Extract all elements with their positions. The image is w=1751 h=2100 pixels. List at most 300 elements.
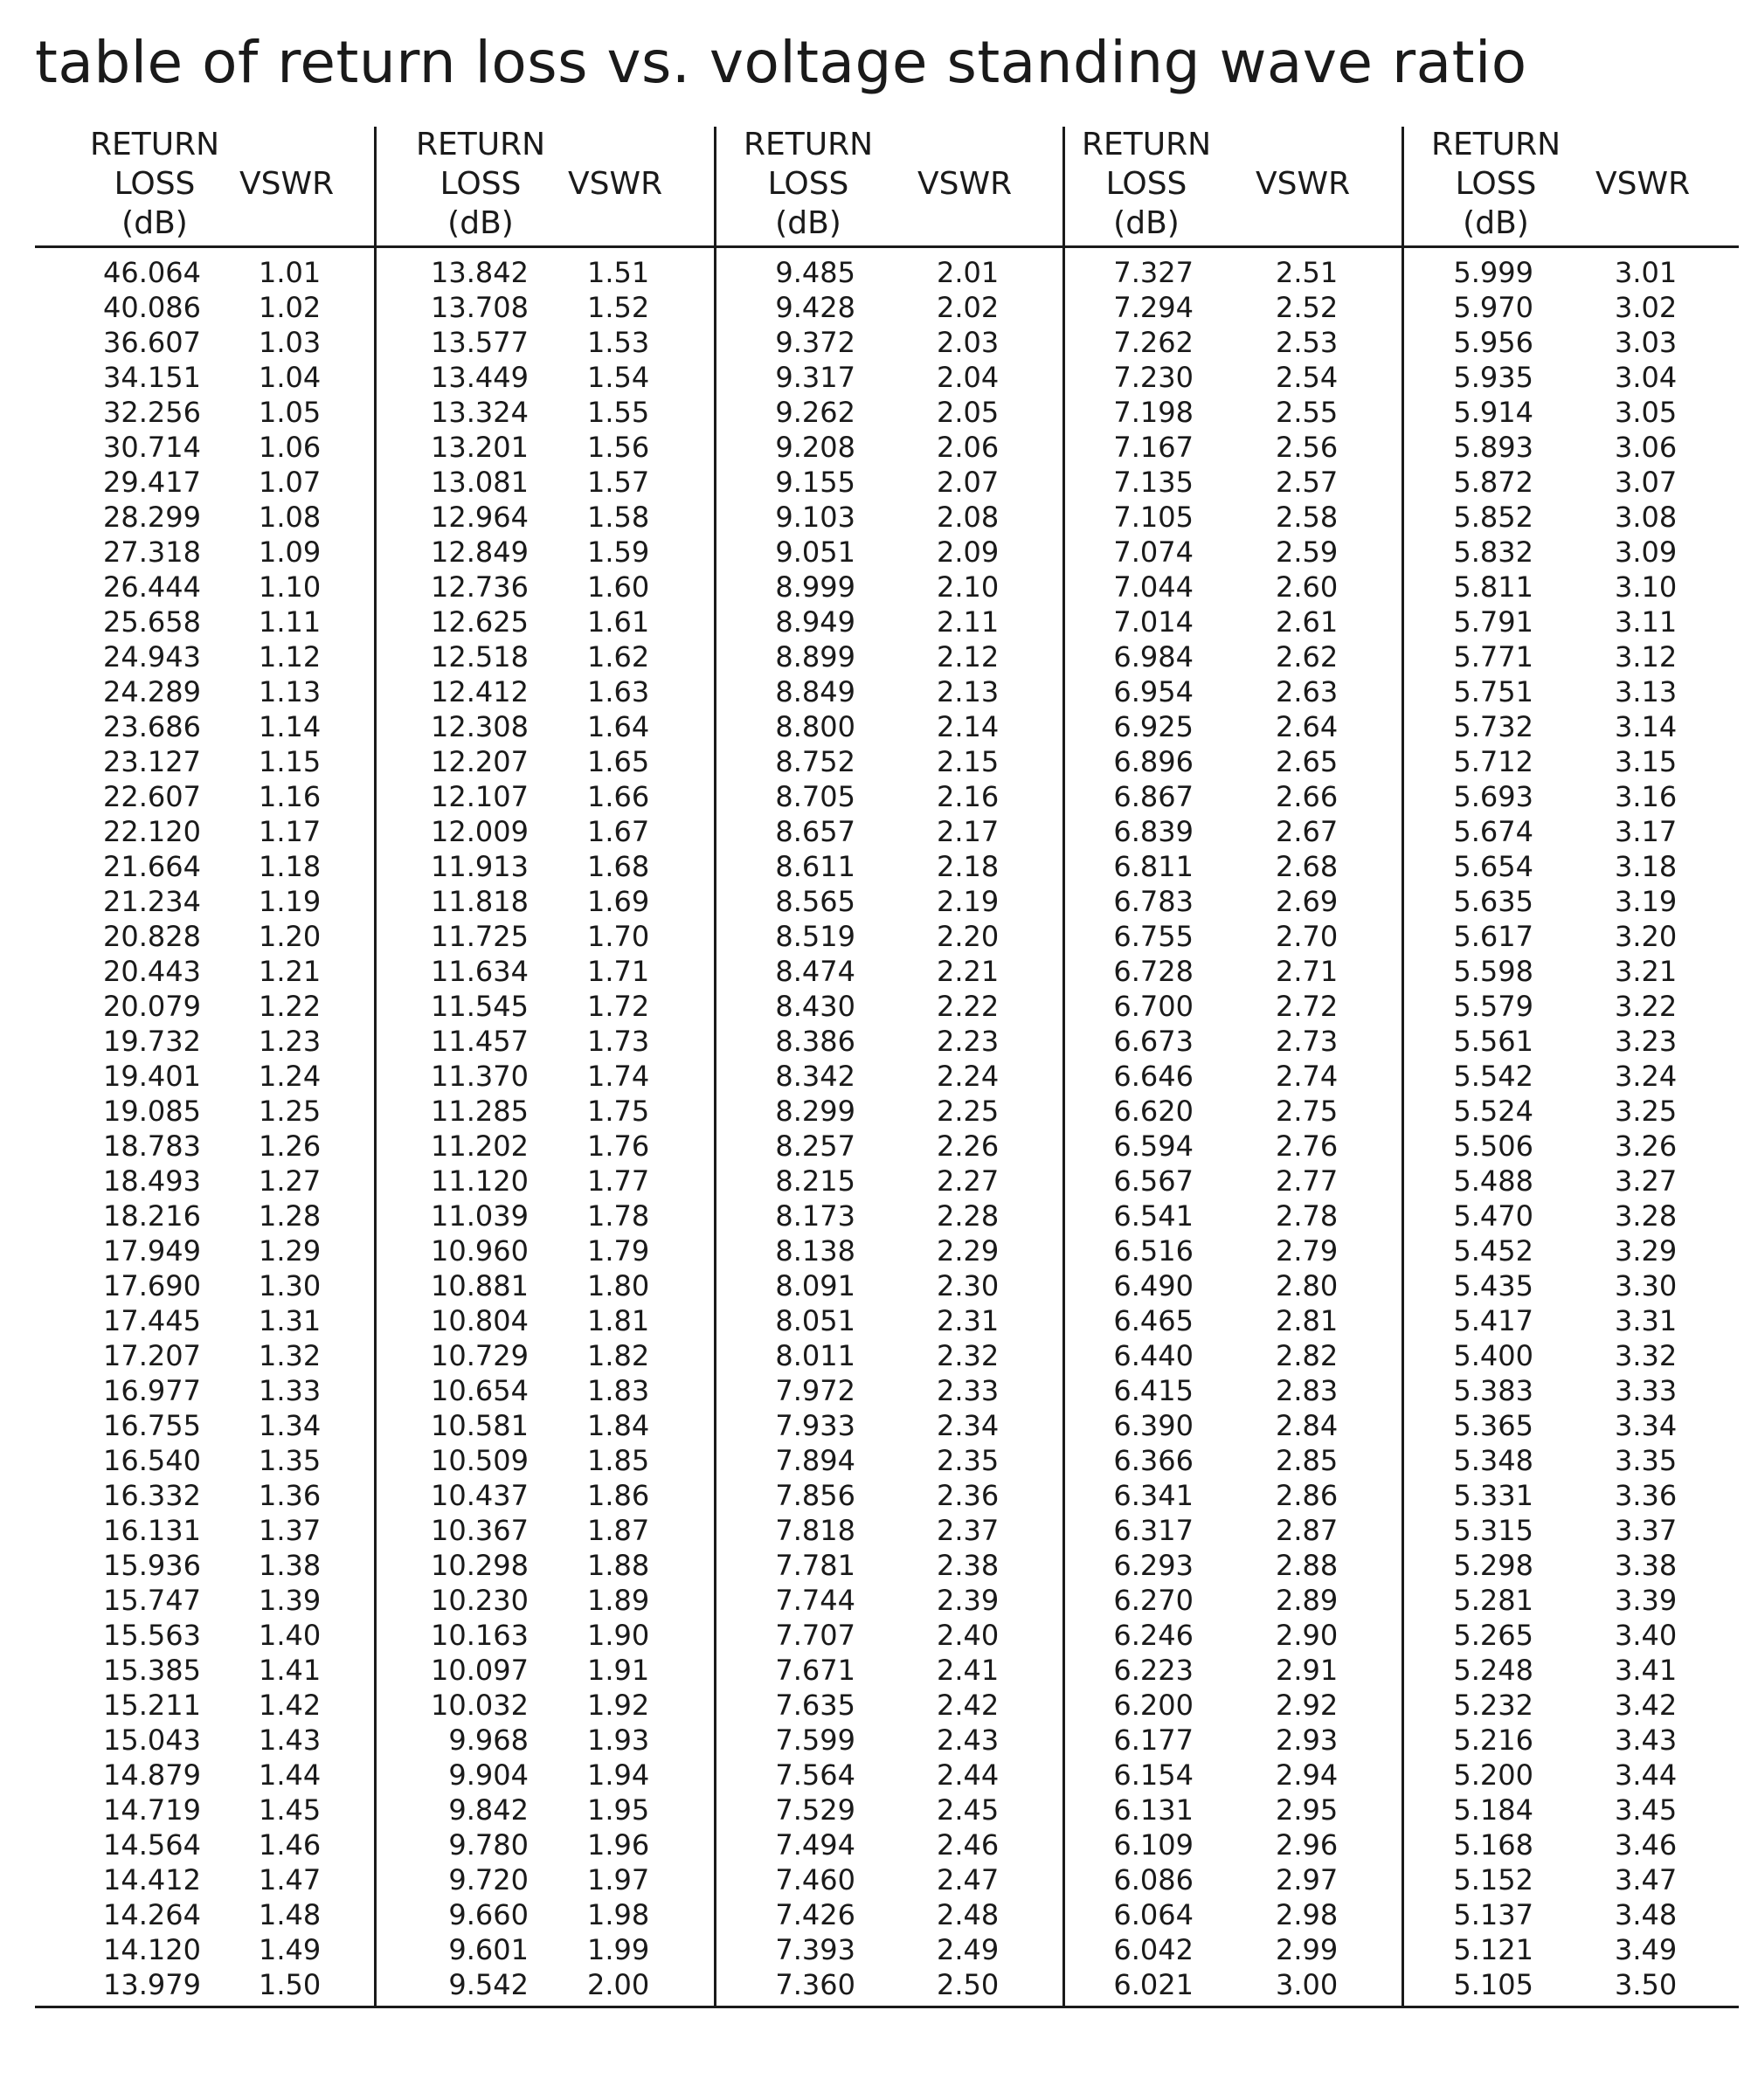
- return-loss-cell: 7.529: [775, 1793, 855, 1827]
- vswr-cell: 3.27: [1615, 1164, 1678, 1198]
- return-loss-cell: 5.654: [1453, 850, 1533, 883]
- return-loss-cell: 6.673: [1113, 1025, 1194, 1058]
- header-line-return: RETURN: [415, 127, 546, 162]
- return-loss-cell: 5.872: [1453, 466, 1533, 499]
- return-loss-cell: 19.732: [103, 1025, 201, 1058]
- header-line-loss: LOSS: [767, 166, 849, 202]
- return-loss-cell: 6.366: [1113, 1444, 1194, 1477]
- vswr-cell: 1.09: [259, 535, 322, 569]
- header-line-return: RETURN: [1430, 127, 1561, 162]
- return-loss-cell: 12.107: [431, 780, 529, 813]
- vswr-cell: 2.16: [937, 780, 1000, 813]
- vswr-cell: 2.07: [937, 466, 1000, 499]
- return-loss-cell: 5.791: [1453, 605, 1533, 639]
- vswr-cell: 2.22: [937, 990, 1000, 1023]
- return-loss-cell: 5.383: [1453, 1374, 1533, 1407]
- return-loss-cell: 6.246: [1113, 1619, 1194, 1652]
- return-loss-header: [1417, 125, 1575, 243]
- return-loss-cell: 12.964: [431, 501, 529, 534]
- vswr-cell: 1.56: [587, 431, 650, 464]
- vswr-cell: 1.85: [587, 1444, 650, 1477]
- return-loss-cell: 14.719: [103, 1793, 201, 1827]
- return-loss-cell: 24.943: [103, 640, 201, 674]
- vswr-cell: 1.18: [259, 850, 322, 883]
- vswr-cell: 2.76: [1276, 1129, 1339, 1163]
- vswr-cell: 3.12: [1615, 640, 1678, 674]
- vswr-cell: 3.49: [1615, 1933, 1678, 1966]
- return-loss-cell: 9.372: [775, 326, 855, 359]
- vswr-cell: 2.81: [1276, 1304, 1339, 1337]
- vswr-cell: 1.12: [259, 640, 322, 674]
- vswr-cell: 1.21: [259, 955, 322, 988]
- vswr-cell: 1.97: [587, 1863, 650, 1896]
- return-loss-cell: 10.032: [431, 1689, 529, 1722]
- vswr-cell: 3.23: [1615, 1025, 1678, 1058]
- return-loss-cell: 11.370: [431, 1060, 529, 1093]
- vswr-cell: 1.75: [587, 1095, 650, 1128]
- vswr-cell: 1.62: [587, 640, 650, 674]
- return-loss-cell: 10.230: [431, 1584, 529, 1617]
- return-loss-cell: 19.401: [103, 1060, 201, 1093]
- return-loss-cell: 5.152: [1453, 1863, 1533, 1896]
- return-loss-cell: 10.097: [431, 1654, 529, 1687]
- vswr-cell: 1.66: [587, 780, 650, 813]
- return-loss-cell: 5.852: [1453, 501, 1533, 534]
- return-loss-cell: 17.445: [103, 1304, 201, 1337]
- vswr-cell: 2.21: [937, 955, 1000, 988]
- vswr-cell: 2.64: [1276, 710, 1339, 743]
- vswr-cell: 2.88: [1276, 1549, 1339, 1582]
- return-loss-cell: 8.657: [775, 815, 855, 848]
- vswr-cell: 1.67: [587, 815, 650, 848]
- vswr-cell: 2.39: [937, 1584, 1000, 1617]
- return-loss-cell: 16.332: [103, 1479, 201, 1512]
- vswr-cell: 2.30: [937, 1269, 1000, 1302]
- return-loss-cell: 8.999: [775, 570, 855, 604]
- vswr-cell: 1.69: [587, 885, 650, 918]
- return-loss-cell: 10.881: [431, 1269, 529, 1302]
- return-loss-cell: 12.736: [431, 570, 529, 604]
- return-loss-cell: 6.415: [1113, 1374, 1194, 1407]
- return-loss-cell: 7.393: [775, 1933, 855, 1966]
- return-loss-cell: 32.256: [103, 396, 201, 429]
- vswr-cell: 3.17: [1615, 815, 1678, 848]
- return-loss-cell: 10.367: [431, 1514, 529, 1547]
- return-loss-cell: 6.646: [1113, 1060, 1194, 1093]
- vswr-cell: 3.21: [1615, 955, 1678, 988]
- return-loss-cell: 5.506: [1453, 1129, 1533, 1163]
- vswr-cell: 1.80: [587, 1269, 650, 1302]
- return-loss-cell: 8.474: [775, 955, 855, 988]
- vswr-cell: 2.68: [1276, 850, 1339, 883]
- vswr-cell: 1.39: [259, 1584, 322, 1617]
- vswr-cell: 2.97: [1276, 1863, 1339, 1896]
- vswr-cell: 2.71: [1276, 955, 1339, 988]
- header-line-db: (dB): [447, 205, 514, 241]
- vswr-cell: 1.16: [259, 780, 322, 813]
- return-loss-cell: 21.234: [103, 885, 201, 918]
- return-loss-cell: 7.426: [775, 1898, 855, 1931]
- return-loss-cell: 10.654: [431, 1374, 529, 1407]
- return-loss-cell: 6.594: [1113, 1129, 1194, 1163]
- header-line-return: RETURN: [1081, 127, 1212, 162]
- vswr-cell: 2.99: [1276, 1933, 1339, 1966]
- return-loss-cell: 5.365: [1453, 1409, 1533, 1442]
- vswr-cell: 2.69: [1276, 885, 1339, 918]
- vswr-cell: 2.59: [1276, 535, 1339, 569]
- return-loss-cell: 8.091: [775, 1269, 855, 1302]
- return-loss-cell: 5.561: [1453, 1025, 1533, 1058]
- return-loss-cell: 6.811: [1113, 850, 1194, 883]
- return-loss-cell: 12.308: [431, 710, 529, 743]
- vswr-cell: 1.87: [587, 1514, 650, 1547]
- return-loss-cell: 14.264: [103, 1898, 201, 1931]
- return-loss-cell: 7.494: [775, 1828, 855, 1862]
- vswr-cell: 3.05: [1615, 396, 1678, 429]
- return-loss-cell: 9.428: [775, 291, 855, 324]
- return-loss-cell: 14.564: [103, 1828, 201, 1862]
- vswr-cell: 2.75: [1276, 1095, 1339, 1128]
- vswr-cell: 1.17: [259, 815, 322, 848]
- return-loss-cell: 13.201: [431, 431, 529, 464]
- vswr-cell: 1.64: [587, 710, 650, 743]
- return-loss-cell: 5.281: [1453, 1584, 1533, 1617]
- vswr-cell: 3.10: [1615, 570, 1678, 604]
- return-loss-cell: 5.331: [1453, 1479, 1533, 1512]
- return-loss-cell: 9.542: [448, 1968, 529, 2001]
- vswr-cell: 1.13: [259, 675, 322, 708]
- vswr-cell: 1.93: [587, 1724, 650, 1757]
- return-loss-cell: 11.202: [431, 1129, 529, 1163]
- vswr-cell: 1.78: [587, 1199, 650, 1233]
- return-loss-cell: 6.131: [1113, 1793, 1194, 1827]
- vswr-cell: 3.42: [1615, 1689, 1678, 1722]
- return-loss-cell: 5.893: [1453, 431, 1533, 464]
- return-loss-cell: 5.579: [1453, 990, 1533, 1023]
- vswr-cell: 1.15: [259, 745, 322, 778]
- return-loss-cell: 16.131: [103, 1514, 201, 1547]
- vswr-cell: 1.35: [259, 1444, 322, 1477]
- vswr-cell: 2.42: [937, 1689, 1000, 1722]
- return-loss-cell: 9.601: [448, 1933, 529, 1966]
- return-loss-cell: 6.700: [1113, 990, 1194, 1023]
- vswr-cell: 3.16: [1615, 780, 1678, 813]
- vswr-cell: 2.77: [1276, 1164, 1339, 1198]
- vswr-cell: 1.48: [259, 1898, 322, 1931]
- vswr-cell: 1.68: [587, 850, 650, 883]
- return-loss-cell: 5.811: [1453, 570, 1533, 604]
- header-line-return: RETURN: [89, 127, 220, 162]
- vswr-cell: 2.08: [937, 501, 1000, 534]
- vswr-cell: 2.51: [1276, 256, 1339, 289]
- return-loss-cell: 20.828: [103, 920, 201, 953]
- vswr-cell: 2.90: [1276, 1619, 1339, 1652]
- vswr-cell: 3.20: [1615, 920, 1678, 953]
- return-loss-cell: 6.867: [1113, 780, 1194, 813]
- vswr-cell: 1.91: [587, 1654, 650, 1687]
- return-loss-cell: 22.120: [103, 815, 201, 848]
- vswr-cell: 1.90: [587, 1619, 650, 1652]
- vswr-cell: 2.52: [1276, 291, 1339, 324]
- return-loss-cell: 7.671: [775, 1654, 855, 1687]
- vswr-cell: 2.40: [937, 1619, 1000, 1652]
- return-loss-cell: 10.163: [431, 1619, 529, 1652]
- return-loss-cell: 13.979: [103, 1968, 201, 2001]
- vswr-cell: 1.02: [259, 291, 322, 324]
- vswr-cell: 1.52: [587, 291, 650, 324]
- return-loss-cell: 16.540: [103, 1444, 201, 1477]
- vswr-cell: 3.39: [1615, 1584, 1678, 1617]
- vswr-cell: 1.26: [259, 1129, 322, 1163]
- vswr-cell: 2.78: [1276, 1199, 1339, 1233]
- vswr-cell: 1.27: [259, 1164, 322, 1198]
- return-loss-cell: 17.207: [103, 1339, 201, 1372]
- return-loss-cell: 7.135: [1113, 466, 1194, 499]
- vswr-cell: 2.92: [1276, 1689, 1339, 1722]
- vswr-cell: 1.03: [259, 326, 322, 359]
- return-loss-cell: 7.818: [775, 1514, 855, 1547]
- vswr-cell: 2.82: [1276, 1339, 1339, 1372]
- vswr-cell: 3.45: [1615, 1793, 1678, 1827]
- vswr-cell: 1.71: [587, 955, 650, 988]
- return-loss-cell: 25.658: [103, 605, 201, 639]
- return-loss-cell: 15.936: [103, 1549, 201, 1582]
- return-loss-cell: 9.720: [448, 1863, 529, 1896]
- return-loss-cell: 8.051: [775, 1304, 855, 1337]
- return-loss-cell: 7.599: [775, 1724, 855, 1757]
- vswr-cell: 1.06: [259, 431, 322, 464]
- return-loss-cell: 5.524: [1453, 1095, 1533, 1128]
- vswr-cell: 1.84: [587, 1409, 650, 1442]
- vswr-cell: 1.65: [587, 745, 650, 778]
- vswr-cell: 1.22: [259, 990, 322, 1023]
- return-loss-cell: 9.317: [775, 361, 855, 394]
- vswr-cell: 2.19: [937, 885, 1000, 918]
- return-loss-cell: 5.400: [1453, 1339, 1533, 1372]
- return-loss-cell: 5.970: [1453, 291, 1533, 324]
- return-loss-cell: 7.105: [1113, 501, 1194, 534]
- return-loss-cell: 8.800: [775, 710, 855, 743]
- return-loss-cell: 6.440: [1113, 1339, 1194, 1372]
- return-loss-header: [730, 125, 887, 243]
- vswr-cell: 1.40: [259, 1619, 322, 1652]
- return-loss-cell: 5.488: [1453, 1164, 1533, 1198]
- return-loss-cell: 13.081: [431, 466, 529, 499]
- header-line-loss: LOSS: [114, 166, 196, 202]
- return-loss-cell: 6.200: [1113, 1689, 1194, 1722]
- vswr-cell: 2.27: [937, 1164, 1000, 1198]
- vswr-cell: 1.55: [587, 396, 650, 429]
- vswr-cell: 2.10: [937, 570, 1000, 604]
- vswr-cell: 2.17: [937, 815, 1000, 848]
- vswr-cell: 2.32: [937, 1339, 1000, 1372]
- vswr-cell: 2.38: [937, 1549, 1000, 1582]
- return-loss-cell: 7.294: [1113, 291, 1194, 324]
- return-loss-header: [76, 125, 233, 243]
- return-loss-cell: 28.299: [103, 501, 201, 534]
- vswr-cell: 2.66: [1276, 780, 1339, 813]
- return-loss-cell: 8.849: [775, 675, 855, 708]
- return-loss-cell: 10.729: [431, 1339, 529, 1372]
- vswr-cell: 1.81: [587, 1304, 650, 1337]
- return-loss-cell: 6.839: [1113, 815, 1194, 848]
- return-loss-cell: 8.173: [775, 1199, 855, 1233]
- vswr-cell: 1.28: [259, 1199, 322, 1233]
- vswr-cell: 2.63: [1276, 675, 1339, 708]
- vswr-cell: 1.47: [259, 1863, 322, 1896]
- vswr-cell: 1.99: [587, 1933, 650, 1966]
- return-loss-cell: 5.298: [1453, 1549, 1533, 1582]
- vswr-cell: 3.13: [1615, 675, 1678, 708]
- column-header-group-2: [402, 125, 716, 244]
- vswr-cell: 2.18: [937, 850, 1000, 883]
- return-loss-cell: 7.933: [775, 1409, 855, 1442]
- vswr-cell: 1.57: [587, 466, 650, 499]
- vswr-cell: 2.09: [937, 535, 1000, 569]
- vswr-cell: 3.09: [1615, 535, 1678, 569]
- vswr-cell: 1.29: [259, 1234, 322, 1268]
- vswr-cell: 2.74: [1276, 1060, 1339, 1093]
- return-loss-cell: 23.686: [103, 710, 201, 743]
- return-loss-cell: 7.894: [775, 1444, 855, 1477]
- return-loss-cell: 7.074: [1113, 535, 1194, 569]
- vswr-cell: 1.73: [587, 1025, 650, 1058]
- vswr-cell: 2.70: [1276, 920, 1339, 953]
- vswr-cell: 1.25: [259, 1095, 322, 1128]
- vswr-cell: 1.96: [587, 1828, 650, 1862]
- vswr-cell: 1.24: [259, 1060, 322, 1093]
- vswr-cell: 2.45: [937, 1793, 1000, 1827]
- return-loss-cell: 26.444: [103, 570, 201, 604]
- return-loss-cell: 30.714: [103, 431, 201, 464]
- return-loss-cell: 8.299: [775, 1095, 855, 1128]
- return-loss-cell: 6.728: [1113, 955, 1194, 988]
- return-loss-cell: 12.625: [431, 605, 529, 639]
- return-loss-cell: 18.783: [103, 1129, 201, 1163]
- vswr-cell: 1.45: [259, 1793, 322, 1827]
- vswr-cell: 2.28: [937, 1199, 1000, 1233]
- vswr-cell: 2.46: [937, 1828, 1000, 1862]
- return-loss-cell: 18.493: [103, 1164, 201, 1198]
- header-line-db: (dB): [1463, 205, 1529, 241]
- vswr-cell: 2.47: [937, 1863, 1000, 1896]
- vswr-cell: 1.20: [259, 920, 322, 953]
- vswr-cell: 1.61: [587, 605, 650, 639]
- return-loss-cell: 6.154: [1113, 1758, 1194, 1792]
- vswr-cell: 3.41: [1615, 1654, 1678, 1687]
- vswr-cell: 2.24: [937, 1060, 1000, 1093]
- return-loss-cell: 46.064: [103, 256, 201, 289]
- vswr-cell: 1.50: [259, 1968, 322, 2001]
- return-loss-cell: 8.949: [775, 605, 855, 639]
- column-header-group-4: [1068, 125, 1382, 244]
- return-loss-cell: 9.660: [448, 1898, 529, 1931]
- vswr-cell: 1.41: [259, 1654, 322, 1687]
- vswr-cell: 1.49: [259, 1933, 322, 1966]
- vswr-cell: 3.47: [1615, 1863, 1678, 1896]
- vswr-header: VSWR: [1256, 166, 1351, 202]
- vswr-cell: 3.25: [1615, 1095, 1678, 1128]
- return-loss-cell: 8.899: [775, 640, 855, 674]
- return-loss-cell: 6.341: [1113, 1479, 1194, 1512]
- return-loss-cell: 11.634: [431, 955, 529, 988]
- vswr-cell: 2.58: [1276, 501, 1339, 534]
- vswr-cell: 3.30: [1615, 1269, 1678, 1302]
- return-loss-cell: 19.085: [103, 1095, 201, 1128]
- return-loss-cell: 11.913: [431, 850, 529, 883]
- return-loss-cell: 9.262: [775, 396, 855, 429]
- return-loss-cell: 7.564: [775, 1758, 855, 1792]
- return-loss-cell: 5.617: [1453, 920, 1533, 953]
- vswr-cell: 2.43: [937, 1724, 1000, 1757]
- vswr-cell: 2.02: [937, 291, 1000, 324]
- return-loss-cell: 9.780: [448, 1828, 529, 1862]
- vswr-cell: 2.95: [1276, 1793, 1339, 1827]
- vswr-cell: 2.87: [1276, 1514, 1339, 1547]
- vswr-cell: 2.67: [1276, 815, 1339, 848]
- return-loss-cell: 7.856: [775, 1479, 855, 1512]
- vswr-cell: 2.94: [1276, 1758, 1339, 1792]
- return-loss-cell: 6.390: [1113, 1409, 1194, 1442]
- vswr-cell: 3.38: [1615, 1549, 1678, 1582]
- return-loss-cell: 5.200: [1453, 1758, 1533, 1792]
- return-loss-cell: 8.430: [775, 990, 855, 1023]
- vswr-cell: 1.33: [259, 1374, 322, 1407]
- return-loss-cell: 5.712: [1453, 745, 1533, 778]
- return-loss-cell: 6.021: [1113, 1968, 1194, 2001]
- vswr-cell: 3.50: [1615, 1968, 1678, 2001]
- vswr-cell: 2.00: [587, 1968, 650, 2001]
- return-loss-cell: 20.443: [103, 955, 201, 988]
- vswr-cell: 3.08: [1615, 501, 1678, 534]
- vswr-cell: 1.88: [587, 1549, 650, 1582]
- vswr-cell: 2.98: [1276, 1898, 1339, 1931]
- return-loss-cell: 5.121: [1453, 1933, 1533, 1966]
- return-loss-cell: 40.086: [103, 291, 201, 324]
- vswr-cell: 3.00: [1276, 1968, 1339, 2001]
- vswr-cell: 1.44: [259, 1758, 322, 1792]
- return-loss-cell: 14.879: [103, 1758, 201, 1792]
- return-loss-cell: 5.956: [1453, 326, 1533, 359]
- vswr-cell: 3.06: [1615, 431, 1678, 464]
- vswr-cell: 2.86: [1276, 1479, 1339, 1512]
- vswr-cell: 1.70: [587, 920, 650, 953]
- vswr-cell: 2.05: [937, 396, 1000, 429]
- return-loss-cell: 5.542: [1453, 1060, 1533, 1093]
- header-line-return: RETURN: [743, 127, 874, 162]
- return-loss-cell: 8.138: [775, 1234, 855, 1268]
- return-loss-cell: 16.977: [103, 1374, 201, 1407]
- vswr-cell: 3.15: [1615, 745, 1678, 778]
- return-loss-cell: 17.690: [103, 1269, 201, 1302]
- vswr-cell: 3.31: [1615, 1304, 1678, 1337]
- vswr-cell: 1.43: [259, 1724, 322, 1757]
- return-loss-cell: 9.485: [775, 256, 855, 289]
- return-loss-cell: 5.435: [1453, 1269, 1533, 1302]
- vswr-cell: 2.65: [1276, 745, 1339, 778]
- vswr-cell: 2.57: [1276, 466, 1339, 499]
- return-loss-cell: 5.137: [1453, 1898, 1533, 1931]
- return-loss-cell: 17.949: [103, 1234, 201, 1268]
- vswr-cell: 1.82: [587, 1339, 650, 1372]
- vswr-cell: 1.77: [587, 1164, 650, 1198]
- return-loss-cell: 8.342: [775, 1060, 855, 1093]
- return-loss-cell: 8.705: [775, 780, 855, 813]
- header-line-loss: LOSS: [1455, 166, 1537, 202]
- header-line-db: (dB): [121, 205, 188, 241]
- vswr-cell: 3.14: [1615, 710, 1678, 743]
- vswr-cell: 3.48: [1615, 1898, 1678, 1931]
